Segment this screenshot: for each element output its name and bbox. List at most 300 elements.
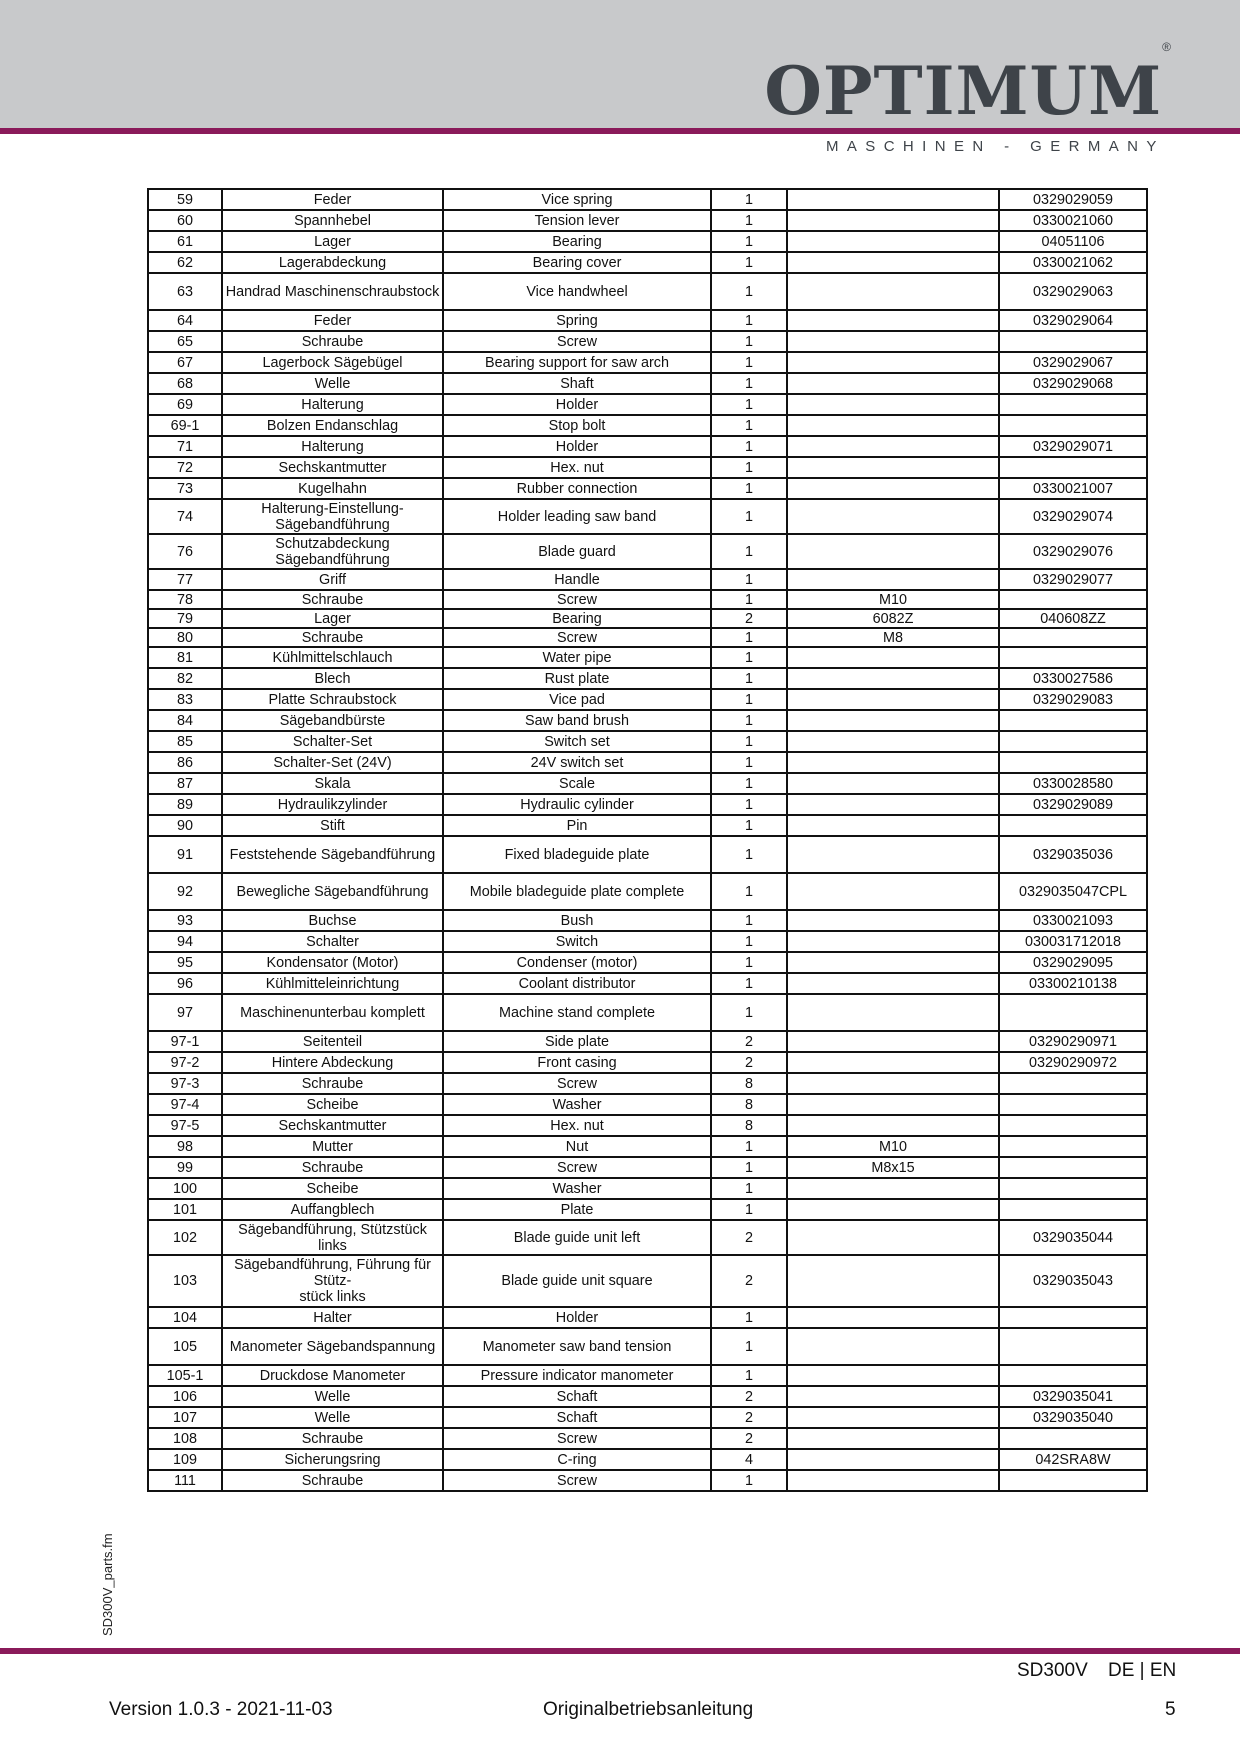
- item-no-cell: [999, 1178, 1147, 1199]
- qty-cell: 2: [711, 1428, 787, 1449]
- pos-cell: 81: [148, 647, 222, 668]
- logo-text: OPTIMUM: [764, 52, 1163, 130]
- size-cell: M8: [787, 628, 999, 647]
- qty-cell: 1: [711, 710, 787, 731]
- qty-cell: 1: [711, 1307, 787, 1328]
- table-row: [148, 273, 1147, 310]
- description-en-cell: Switch set: [443, 731, 711, 752]
- size-cell: [787, 1199, 999, 1220]
- description-en-cell: Pin: [443, 815, 711, 836]
- description-de-cell: Kugelhahn: [222, 478, 443, 499]
- pos-cell: 101: [148, 1199, 222, 1220]
- item-no-cell: 0329035036: [999, 836, 1147, 873]
- description-en-cell: Handle: [443, 569, 711, 590]
- table-row: [148, 1449, 1147, 1470]
- description-en-cell: Switch: [443, 931, 711, 952]
- item-no-cell: 0329029095: [999, 952, 1147, 973]
- pos-cell: 97-3: [148, 1073, 222, 1094]
- item-no-cell: [999, 752, 1147, 773]
- description-de-cell: Lager: [222, 609, 443, 628]
- qty-cell: 1: [711, 952, 787, 973]
- description-en-cell: Vice spring: [443, 189, 711, 210]
- qty-cell: 1: [711, 590, 787, 609]
- pos-cell: 62: [148, 252, 222, 273]
- qty-cell: 1: [711, 457, 787, 478]
- pos-cell: 104: [148, 1307, 222, 1328]
- description-de-cell: Scheibe: [222, 1178, 443, 1199]
- table-row: [148, 373, 1147, 394]
- size-cell: [787, 794, 999, 815]
- table-row: [148, 931, 1147, 952]
- description-en-cell: Fixed bladeguide plate: [443, 836, 711, 873]
- item-no-cell: [999, 1073, 1147, 1094]
- description-en-cell: Holder leading saw band: [443, 499, 711, 534]
- item-no-cell: [999, 994, 1147, 1031]
- table-row: [148, 1157, 1147, 1178]
- description-en-cell: C-ring: [443, 1449, 711, 1470]
- qty-cell: 1: [711, 1178, 787, 1199]
- item-no-cell: 0329029074: [999, 499, 1147, 534]
- pos-cell: 100: [148, 1178, 222, 1199]
- pos-cell: 94: [148, 931, 222, 952]
- table-row: [148, 534, 1147, 569]
- pos-cell: 59: [148, 189, 222, 210]
- qty-cell: 1: [711, 499, 787, 534]
- description-de-cell: Druckdose Manometer: [222, 1365, 443, 1386]
- size-cell: [787, 1365, 999, 1386]
- pos-cell: 73: [148, 478, 222, 499]
- qty-cell: 1: [711, 773, 787, 794]
- pos-cell: 68: [148, 373, 222, 394]
- pos-cell: 103: [148, 1255, 222, 1307]
- description-de-cell: Seitenteil: [222, 1031, 443, 1052]
- pos-cell: 85: [148, 731, 222, 752]
- size-cell: [787, 1031, 999, 1052]
- file-name-label: SD300V_parts.fm: [100, 1533, 115, 1636]
- optimum-logo: [764, 40, 1172, 130]
- qty-cell: 1: [711, 910, 787, 931]
- item-no-cell: 0329029089: [999, 794, 1147, 815]
- description-de-cell: Schraube: [222, 1157, 443, 1178]
- size-cell: [787, 331, 999, 352]
- description-en-cell: Spring: [443, 310, 711, 331]
- description-en-cell: Water pipe: [443, 647, 711, 668]
- pos-cell: 97-4: [148, 1094, 222, 1115]
- pos-cell: 98: [148, 1136, 222, 1157]
- table-row: [148, 710, 1147, 731]
- qty-cell: 1: [711, 436, 787, 457]
- qty-cell: 2: [711, 609, 787, 628]
- size-cell: [787, 952, 999, 973]
- description-de-cell: Welle: [222, 1407, 443, 1428]
- description-de-cell: Feder: [222, 310, 443, 331]
- qty-cell: 1: [711, 628, 787, 647]
- qty-cell: 1: [711, 1365, 787, 1386]
- description-de-cell: Platte Schraubstock: [222, 689, 443, 710]
- description-en-cell: Screw: [443, 1157, 711, 1178]
- qty-cell: 1: [711, 973, 787, 994]
- item-no-cell: 040608ZZ: [999, 609, 1147, 628]
- size-cell: [787, 710, 999, 731]
- pos-cell: 60: [148, 210, 222, 231]
- size-cell: [787, 415, 999, 436]
- item-no-cell: 03290290972: [999, 1052, 1147, 1073]
- pos-cell: 87: [148, 773, 222, 794]
- item-no-cell: 03290290971: [999, 1031, 1147, 1052]
- pos-cell: 107: [148, 1407, 222, 1428]
- description-de-cell: Sägebandbürste: [222, 710, 443, 731]
- qty-cell: 1: [711, 394, 787, 415]
- item-no-cell: [999, 415, 1147, 436]
- size-cell: [787, 1470, 999, 1491]
- item-no-cell: 030031712018: [999, 931, 1147, 952]
- description-en-cell: Hex. nut: [443, 457, 711, 478]
- description-en-cell: Hydraulic cylinder: [443, 794, 711, 815]
- item-no-cell: 04051106: [999, 231, 1147, 252]
- table-row: [148, 815, 1147, 836]
- description-de-cell: Lagerabdeckung: [222, 252, 443, 273]
- description-de-cell: Sägebandführung, Stützstück links: [222, 1220, 443, 1255]
- table-row: [148, 1328, 1147, 1365]
- description-en-cell: Holder: [443, 436, 711, 457]
- size-cell: [787, 1386, 999, 1407]
- description-de-cell: Hintere Abdeckung: [222, 1052, 443, 1073]
- table-row: [148, 952, 1147, 973]
- footer-divider: [0, 1648, 1240, 1654]
- pos-cell: 105: [148, 1328, 222, 1365]
- table-row: [148, 994, 1147, 1031]
- description-en-cell: Holder: [443, 1307, 711, 1328]
- item-no-cell: 0330027586: [999, 668, 1147, 689]
- item-no-cell: 0330021060: [999, 210, 1147, 231]
- pos-cell: 86: [148, 752, 222, 773]
- description-en-cell: Side plate: [443, 1031, 711, 1052]
- pos-cell: 80: [148, 628, 222, 647]
- description-en-cell: Manometer saw band tension: [443, 1328, 711, 1365]
- item-no-cell: [999, 394, 1147, 415]
- size-cell: [787, 394, 999, 415]
- table-row: [148, 1115, 1147, 1136]
- pos-cell: 93: [148, 910, 222, 931]
- size-cell: [787, 210, 999, 231]
- table-row: [148, 310, 1147, 331]
- description-en-cell: Schaft: [443, 1407, 711, 1428]
- description-de-cell: Schraube: [222, 1470, 443, 1491]
- pos-cell: 111: [148, 1470, 222, 1491]
- table-row: [148, 331, 1147, 352]
- description-de-cell: Bolzen Endanschlag: [222, 415, 443, 436]
- item-no-cell: [999, 710, 1147, 731]
- qty-cell: 1: [711, 273, 787, 310]
- pos-cell: 97-5: [148, 1115, 222, 1136]
- size-cell: [787, 1449, 999, 1470]
- description-de-cell: Kühlmitteleinrichtung: [222, 973, 443, 994]
- description-de-cell: Lager: [222, 231, 443, 252]
- item-no-cell: 0329035041: [999, 1386, 1147, 1407]
- description-de-cell: Blech: [222, 668, 443, 689]
- pos-cell: 64: [148, 310, 222, 331]
- description-en-cell: Scale: [443, 773, 711, 794]
- registered-mark: ®: [1162, 40, 1172, 54]
- description-en-cell: Hex. nut: [443, 1115, 711, 1136]
- description-en-cell: Vice handwheel: [443, 273, 711, 310]
- table-row: [148, 836, 1147, 873]
- description-en-cell: Bearing cover: [443, 252, 711, 273]
- qty-cell: 1: [711, 731, 787, 752]
- pos-cell: 89: [148, 794, 222, 815]
- size-cell: [787, 1255, 999, 1307]
- description-de-cell: Stift: [222, 815, 443, 836]
- pos-cell: 105-1: [148, 1365, 222, 1386]
- qty-cell: 2: [711, 1407, 787, 1428]
- item-no-cell: 0329029071: [999, 436, 1147, 457]
- pos-cell: 71: [148, 436, 222, 457]
- description-de-cell: Auffangblech: [222, 1199, 443, 1220]
- description-en-cell: Stop bolt: [443, 415, 711, 436]
- qty-cell: 1: [711, 331, 787, 352]
- qty-cell: 1: [711, 534, 787, 569]
- table-row: [148, 1365, 1147, 1386]
- description-de-cell: Halterung: [222, 436, 443, 457]
- item-no-cell: 0329035044: [999, 1220, 1147, 1255]
- table-row: [148, 210, 1147, 231]
- table-row: [148, 1178, 1147, 1199]
- size-cell: [787, 352, 999, 373]
- description-en-cell: Machine stand complete: [443, 994, 711, 1031]
- qty-cell: 2: [711, 1255, 787, 1307]
- qty-cell: 1: [711, 252, 787, 273]
- description-en-cell: Schaft: [443, 1386, 711, 1407]
- description-de-cell: Buchse: [222, 910, 443, 931]
- item-no-cell: 0329029067: [999, 352, 1147, 373]
- description-de-cell: Hydraulikzylinder: [222, 794, 443, 815]
- size-cell: [787, 252, 999, 273]
- description-en-cell: Tension lever: [443, 210, 711, 231]
- table-row: [148, 731, 1147, 752]
- size-cell: [787, 569, 999, 590]
- qty-cell: 1: [711, 1328, 787, 1365]
- item-no-cell: 042SRA8W: [999, 1449, 1147, 1470]
- pos-cell: 69: [148, 394, 222, 415]
- description-de-cell: Schalter-Set: [222, 731, 443, 752]
- description-en-cell: Bearing: [443, 231, 711, 252]
- table-row: [148, 436, 1147, 457]
- table-row: [148, 499, 1147, 534]
- description-en-cell: Rubber connection: [443, 478, 711, 499]
- table-row: [148, 794, 1147, 815]
- description-de-cell: Schraube: [222, 1428, 443, 1449]
- qty-cell: 2: [711, 1031, 787, 1052]
- item-no-cell: [999, 1470, 1147, 1491]
- size-cell: [787, 1178, 999, 1199]
- description-de-cell: Handrad Maschinenschraubstock: [222, 273, 443, 310]
- item-no-cell: 0329029083: [999, 689, 1147, 710]
- description-en-cell: Blade guide unit left: [443, 1220, 711, 1255]
- item-no-cell: 0329035040: [999, 1407, 1147, 1428]
- size-cell: [787, 973, 999, 994]
- table-row: [148, 1094, 1147, 1115]
- qty-cell: 1: [711, 668, 787, 689]
- description-de-cell: Maschinenunterbau komplett: [222, 994, 443, 1031]
- pos-cell: 69-1: [148, 415, 222, 436]
- description-en-cell: Washer: [443, 1178, 711, 1199]
- size-cell: [787, 499, 999, 534]
- item-no-cell: [999, 647, 1147, 668]
- description-en-cell: Vice pad: [443, 689, 711, 710]
- size-cell: [787, 773, 999, 794]
- table-row: [148, 231, 1147, 252]
- item-no-cell: [999, 815, 1147, 836]
- table-row: [148, 252, 1147, 273]
- qty-cell: 1: [711, 415, 787, 436]
- description-de-cell: Schraube: [222, 331, 443, 352]
- item-no-cell: 0330021062: [999, 252, 1147, 273]
- description-de-cell: Schraube: [222, 628, 443, 647]
- description-de-cell: Mutter: [222, 1136, 443, 1157]
- description-de-cell: Welle: [222, 1386, 443, 1407]
- description-en-cell: Nut: [443, 1136, 711, 1157]
- item-no-cell: 0330021007: [999, 478, 1147, 499]
- table-row: [148, 773, 1147, 794]
- table-row: [148, 590, 1147, 609]
- size-cell: [787, 273, 999, 310]
- qty-cell: 8: [711, 1094, 787, 1115]
- item-no-cell: [999, 1365, 1147, 1386]
- qty-cell: 1: [711, 994, 787, 1031]
- item-no-cell: [999, 1136, 1147, 1157]
- item-no-cell: [999, 457, 1147, 478]
- table-row: [148, 1428, 1147, 1449]
- item-no-cell: 03300210138: [999, 973, 1147, 994]
- size-cell: [787, 815, 999, 836]
- qty-cell: 2: [711, 1386, 787, 1407]
- description-en-cell: 24V switch set: [443, 752, 711, 773]
- description-de-cell: Lagerbock Sägebügel: [222, 352, 443, 373]
- qty-cell: 1: [711, 352, 787, 373]
- item-no-cell: [999, 628, 1147, 647]
- description-en-cell: Bearing support for saw arch: [443, 352, 711, 373]
- description-en-cell: Screw: [443, 331, 711, 352]
- parts-table: [147, 188, 1148, 1492]
- size-cell: [787, 231, 999, 252]
- item-no-cell: 0329029068: [999, 373, 1147, 394]
- qty-cell: 1: [711, 210, 787, 231]
- item-no-cell: [999, 1115, 1147, 1136]
- logo-tagline: MASCHINEN - GERMANY: [826, 138, 1165, 155]
- description-de-cell: Kondensator (Motor): [222, 952, 443, 973]
- description-de-cell: Kühlmittelschlauch: [222, 647, 443, 668]
- description-en-cell: Rust plate: [443, 668, 711, 689]
- size-cell: [787, 457, 999, 478]
- pos-cell: 92: [148, 873, 222, 910]
- pos-cell: 109: [148, 1449, 222, 1470]
- size-cell: [787, 994, 999, 1031]
- item-no-cell: [999, 1157, 1147, 1178]
- page-number: 5: [1165, 1699, 1176, 1720]
- description-en-cell: Mobile bladeguide plate complete: [443, 873, 711, 910]
- table-row: [148, 910, 1147, 931]
- description-de-cell: Sechskantmutter: [222, 1115, 443, 1136]
- description-en-cell: Plate: [443, 1199, 711, 1220]
- size-cell: [787, 1073, 999, 1094]
- qty-cell: 2: [711, 1052, 787, 1073]
- size-cell: [787, 931, 999, 952]
- size-cell: [787, 647, 999, 668]
- table-row: [148, 1031, 1147, 1052]
- qty-cell: 1: [711, 836, 787, 873]
- description-en-cell: Bearing: [443, 609, 711, 628]
- qty-cell: 1: [711, 478, 787, 499]
- pos-cell: 79: [148, 609, 222, 628]
- size-cell: [787, 310, 999, 331]
- qty-cell: 1: [711, 231, 787, 252]
- description-de-cell: Feder: [222, 189, 443, 210]
- item-no-cell: 0330021093: [999, 910, 1147, 931]
- size-cell: [787, 478, 999, 499]
- description-de-cell: Manometer Sägebandspannung: [222, 1328, 443, 1365]
- pos-cell: 108: [148, 1428, 222, 1449]
- pos-cell: 63: [148, 273, 222, 310]
- qty-cell: 1: [711, 647, 787, 668]
- qty-cell: 8: [711, 1115, 787, 1136]
- pos-cell: 76: [148, 534, 222, 569]
- pos-cell: 102: [148, 1220, 222, 1255]
- size-cell: [787, 436, 999, 457]
- size-cell: [787, 1115, 999, 1136]
- qty-cell: 1: [711, 1136, 787, 1157]
- description-de-cell: Skala: [222, 773, 443, 794]
- description-de-cell: Feststehende Sägebandführung: [222, 836, 443, 873]
- table-row: [148, 1136, 1147, 1157]
- description-en-cell: Front casing: [443, 1052, 711, 1073]
- pos-cell: 99: [148, 1157, 222, 1178]
- table-row: [148, 478, 1147, 499]
- item-no-cell: [999, 1094, 1147, 1115]
- qty-cell: 1: [711, 752, 787, 773]
- item-no-cell: 0329035043: [999, 1255, 1147, 1307]
- description-en-cell: Screw: [443, 1073, 711, 1094]
- size-cell: [787, 873, 999, 910]
- qty-cell: 1: [711, 794, 787, 815]
- description-de-cell: Schalter-Set (24V): [222, 752, 443, 773]
- description-en-cell: Screw: [443, 628, 711, 647]
- size-cell: [787, 910, 999, 931]
- table-row: [148, 1255, 1147, 1307]
- size-cell: [787, 1220, 999, 1255]
- description-de-cell: Sicherungsring: [222, 1449, 443, 1470]
- pos-cell: 83: [148, 689, 222, 710]
- size-cell: [787, 1307, 999, 1328]
- pos-cell: 78: [148, 590, 222, 609]
- size-cell: [787, 1094, 999, 1115]
- qty-cell: 1: [711, 1157, 787, 1178]
- table-row: [148, 647, 1147, 668]
- table-row: [148, 1307, 1147, 1328]
- qty-cell: 1: [711, 569, 787, 590]
- description-de-cell: Scheibe: [222, 1094, 443, 1115]
- pos-cell: 106: [148, 1386, 222, 1407]
- item-no-cell: 0330028580: [999, 773, 1147, 794]
- description-en-cell: Shaft: [443, 373, 711, 394]
- pos-cell: 97-1: [148, 1031, 222, 1052]
- pos-cell: 82: [148, 668, 222, 689]
- item-no-cell: [999, 731, 1147, 752]
- document-type-label: Originalbetriebsanleitung: [543, 1699, 754, 1720]
- item-no-cell: 0329029077: [999, 569, 1147, 590]
- qty-cell: 8: [711, 1073, 787, 1094]
- description-de-cell: Welle: [222, 373, 443, 394]
- description-de-cell: Griff: [222, 569, 443, 590]
